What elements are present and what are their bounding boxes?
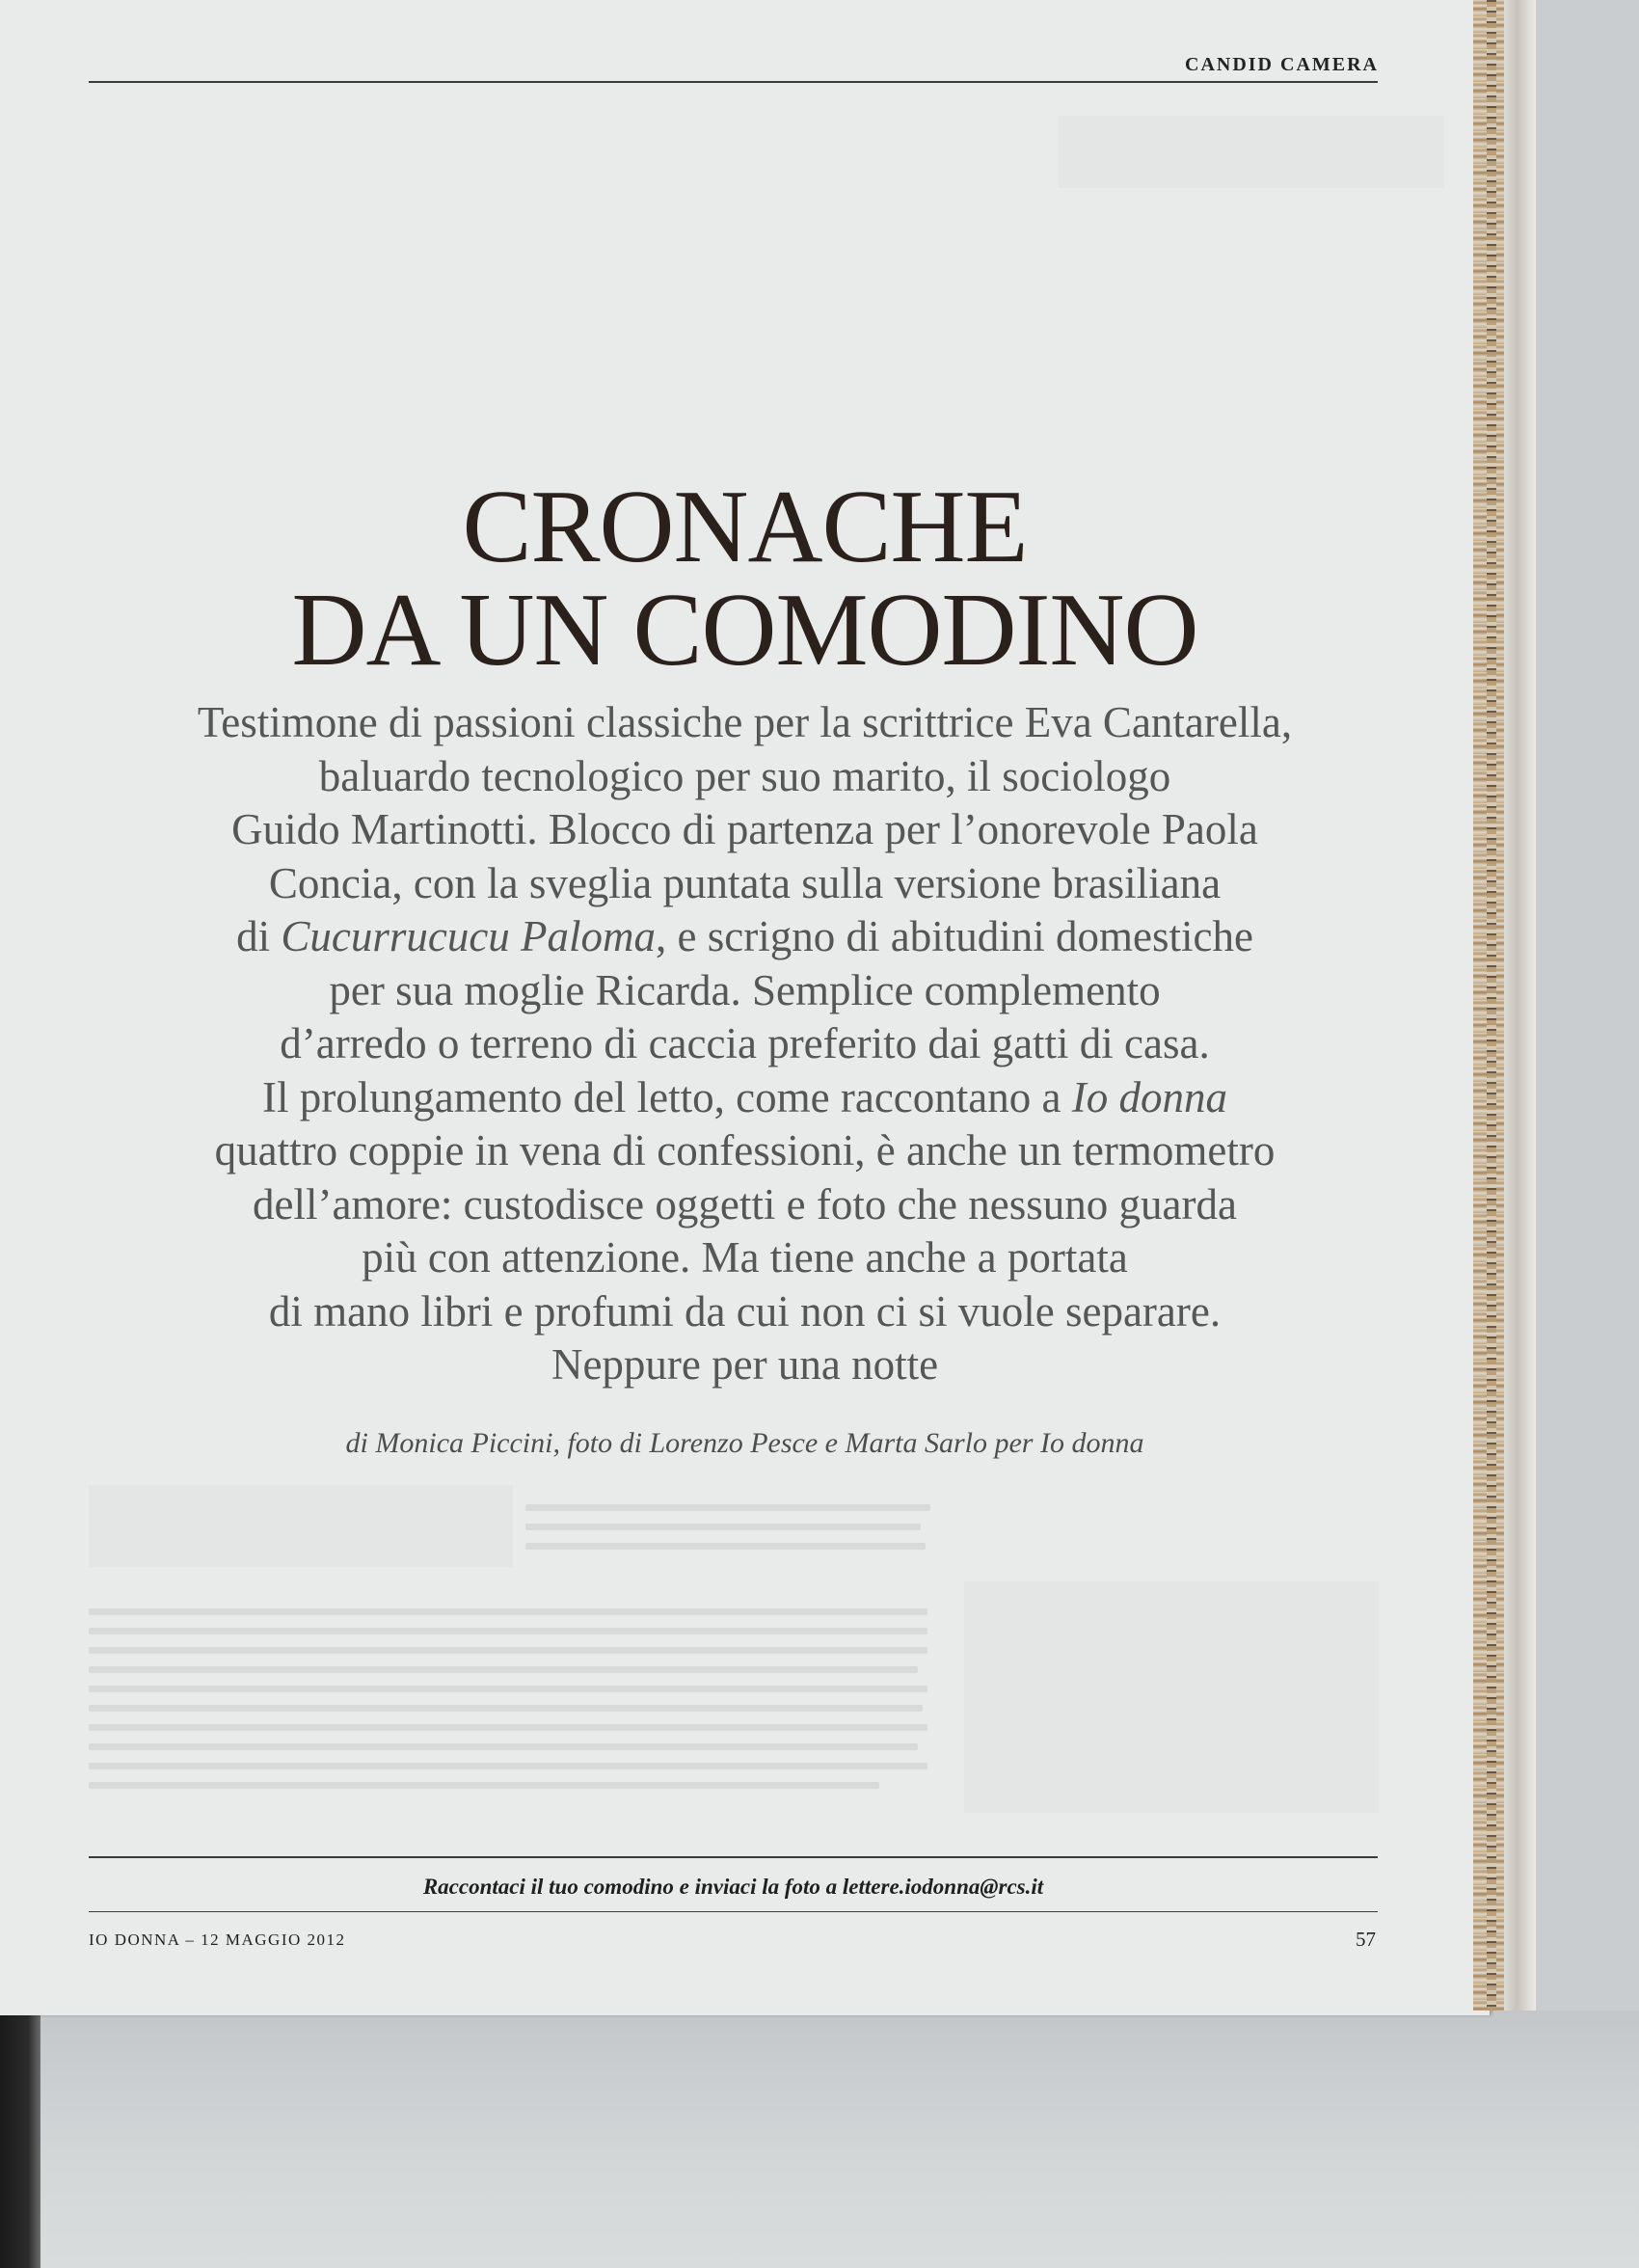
page-stack-edge	[1473, 0, 1536, 2011]
show-through-line	[89, 1666, 918, 1673]
top-rule	[89, 81, 1378, 83]
standfirst-text: di	[236, 912, 282, 960]
show-through-line	[89, 1628, 927, 1634]
running-head: CANDID CAMERA	[1185, 54, 1379, 75]
standfirst-line: Neppure per una notte	[551, 1340, 939, 1389]
bottom-rule-lower	[89, 1911, 1378, 1912]
show-through-line	[89, 1724, 927, 1731]
standfirst-text: , e scrigno di abitudini domestiche	[656, 912, 1253, 960]
magazine-name: Io donna	[1071, 1072, 1227, 1121]
page-number: 57	[1356, 1928, 1376, 1951]
show-through-line	[89, 1647, 927, 1654]
headline-line-2: DA UN COMODINO	[291, 573, 1198, 688]
standfirst-line: Concia, con la sveglia puntata sulla versione brasiliana	[268, 858, 1222, 907]
page-edge-inner	[1487, 0, 1496, 2011]
standfirst-line	[0, 910, 1490, 964]
show-through-line	[89, 1686, 927, 1692]
show-through-block	[964, 1581, 1379, 1813]
page-edge-outer	[1504, 0, 1536, 2011]
reader-call-to-action: Raccontaci il tuo comodino e inviaci la foto a lettere.iodonna@rcs.it	[422, 1875, 1044, 1899]
show-through-block	[1059, 116, 1444, 188]
standfirst-line: quattro coppie in vena di confessioni, è anche un termometro	[214, 1126, 1276, 1174]
show-through-line	[89, 1743, 918, 1750]
standfirst-line: di mano libri e profumi da cui non ci si vuole separare.	[268, 1286, 1222, 1336]
standfirst-line: per sua moglie Ricarda. Semplice complemento	[329, 965, 1161, 1014]
standfirst-line: baluardo tecnologico per suo marito, il sociologo	[318, 751, 1171, 800]
standfirst-text: Il prolungamento del letto, come raccontano a	[262, 1072, 1072, 1121]
standfirst-line: dell’amore: custodisce oggetti e foto che nessuno guarda	[253, 1179, 1237, 1228]
show-through-line	[89, 1782, 879, 1789]
show-through-line	[89, 1763, 927, 1769]
standfirst-line: più con attenzione. Ma tiene anche a portata	[362, 1233, 1128, 1282]
standfirst	[0, 696, 1490, 1392]
scanner-background	[0, 2011, 1639, 2268]
show-through-line	[525, 1524, 921, 1530]
standfirst-line: Guido Martinotti. Blocco di partenza per l’onorevole Paola	[231, 805, 1258, 853]
show-through-line	[89, 1705, 923, 1712]
show-through-line	[89, 1608, 927, 1615]
byline-credit: di Monica Piccini, foto di Lorenzo Pesce e Marta Sarlo per Io donna	[345, 1427, 1144, 1459]
show-through-block	[89, 1485, 513, 1567]
scanner-edge	[0, 2015, 40, 2268]
standfirst-line	[0, 1071, 1490, 1125]
bottom-rule-upper	[89, 1856, 1378, 1858]
standfirst-line: d’arredo o terreno di caccia preferito dai gatti di casa.	[280, 1019, 1210, 1067]
footer-publication: IO DONNA – 12 MAGGIO 2012	[89, 1930, 346, 1949]
show-through-line	[525, 1504, 930, 1511]
show-through-line	[525, 1543, 926, 1550]
song-title: Cucurrucucu Paloma	[281, 912, 657, 960]
standfirst-line: Testimone di passioni classiche per la scrittrice Eva Cantarella,	[197, 698, 1293, 746]
headline-line-1: CRONACHE	[462, 470, 1028, 584]
